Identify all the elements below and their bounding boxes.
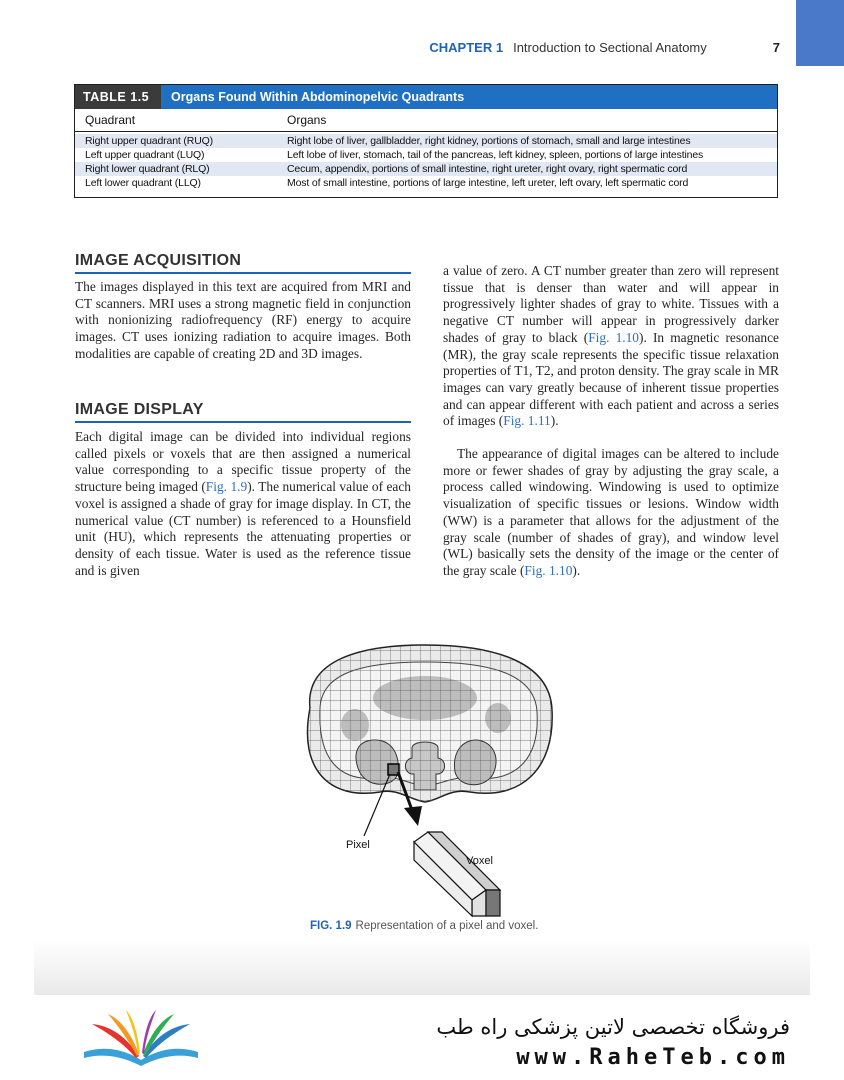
organs-cell: Left lobe of liver, stomach, tail of the pancreas, left kidney, spleen, portions of large intestines (287, 149, 704, 161)
voxel-label: Voxel (466, 855, 493, 867)
figure-reference-link[interactable]: Fig. 1.11 (503, 413, 551, 429)
table-row (75, 176, 777, 190)
organs-cell: Cecum, appendix, portions of small intestine, right ureter, right ovary, right spermatic cord (287, 163, 688, 175)
quadrant-cell: Left upper quadrant (LUQ) (85, 149, 205, 161)
figure-caption (310, 920, 538, 932)
table-header-bar (75, 85, 777, 109)
heading-image-acquisition: IMAGE ACQUISITION (75, 252, 411, 274)
pixel-voxel-figure (280, 640, 570, 920)
organs-table (74, 84, 778, 198)
open-book-logo (82, 1008, 200, 1070)
quadrant-cell: Left lower quadrant (LLQ) (85, 177, 201, 189)
organs-cell: Right lobe of liver, gallbladder, right kidney, portions of stomach, small and large intestines (287, 135, 691, 147)
chapter-label: CHAPTER 1 (429, 40, 504, 55)
running-head (0, 40, 780, 55)
column-header-organs: Organs (287, 113, 327, 127)
store-name: فروشگاه تخصصی لاتین پزشکی راه طب (436, 1015, 790, 1039)
table-row (75, 134, 777, 148)
display-paragraph-1: Each digital image can be divided into individual regions called pixels or voxels that are then assigned a numerical value corresponding to a specific tissue property of the structure being imaged (Fig. 1.9). The numerical value of each voxel is assigned a shade of gray for image display. In CT, the numerical value (CT number) is referenced to a Hounsfield unit (HU), which represents the attenuating properties or density of each tissue. Water is used as the reference tissue and is given (75, 429, 411, 578)
store-url: www.RaheTeb.com (516, 1045, 790, 1070)
figure-reference-link[interactable]: Fig. 1.9 (205, 479, 248, 495)
quadrant-cell: Right lower quadrant (RLQ) (85, 163, 210, 175)
table-number: TABLE 1.5 (75, 85, 161, 109)
pixel-label: Pixel (346, 839, 370, 851)
corner-tab (796, 0, 844, 66)
column-header-quadrant: Quadrant (85, 113, 136, 127)
figure-caption-text: Representation of a pixel and voxel. (355, 920, 539, 932)
chapter-title: Introduction to Sectional Anatomy (513, 40, 707, 55)
page-number: 7 (772, 40, 780, 55)
acquisition-paragraph: The images displayed in this text are acquired from MRI and CT scanners. MRI uses a strong magnetic field in conjunction with nonionizing radiofrequency (RF) energy to acquire images. CT uses ionizing radiation to acquire images. Both modalities are capable of creating 2D and 3D images. (75, 279, 411, 361)
cross-section-illustration (280, 640, 570, 920)
table-title: Organs Found Within Abdominopelvic Quadrants (171, 90, 465, 104)
quadrant-cell: Right upper quadrant (RUQ) (85, 135, 213, 147)
bottom-fade (34, 940, 810, 995)
table-row (75, 148, 777, 162)
figure-reference-link[interactable]: Fig. 1.10 (524, 562, 573, 578)
table-column-headers (75, 109, 777, 132)
display-paragraph-3: The appearance of digital images can be altered to include more or fewer shades of gray by adjusting the gray scale, a process called windowing. Windowing is used to optimize visualization of specific tissues or lesions. Window width (WW) is a parameter that allows for the adjustment of the gray scale (number of shades of gray), and window level (WL) basically sets the density of the image or the center of the gray scale (Fig. 1.10). (443, 446, 779, 578)
figure-reference-link[interactable]: Fig. 1.10 (588, 329, 640, 345)
table-row (75, 162, 777, 176)
figure-caption-label: FIG. 1.9 (310, 920, 352, 932)
heading-image-display: IMAGE DISPLAY (75, 401, 411, 423)
display-paragraph-2: a value of zero. A CT number greater than zero will represent tissue that is denser than water and will appear in progressively lighter shades of gray to white. Tissues with a negative CT number will appear in progressively darker shades of gray to black (Fig. 1.10). In magnetic resonance (MR), the gray scale represents the specific tissue relaxation properties of T1, T2, and proton density. The gray scale in MR images can vary greatly because of inherent tissue properties and can appear different with each patient and across a series of images (Fig. 1.11). (443, 263, 779, 429)
organs-cell: Most of small intestine, portions of large intestine, left ureter, left ovary, left spermatic cord (287, 177, 689, 189)
